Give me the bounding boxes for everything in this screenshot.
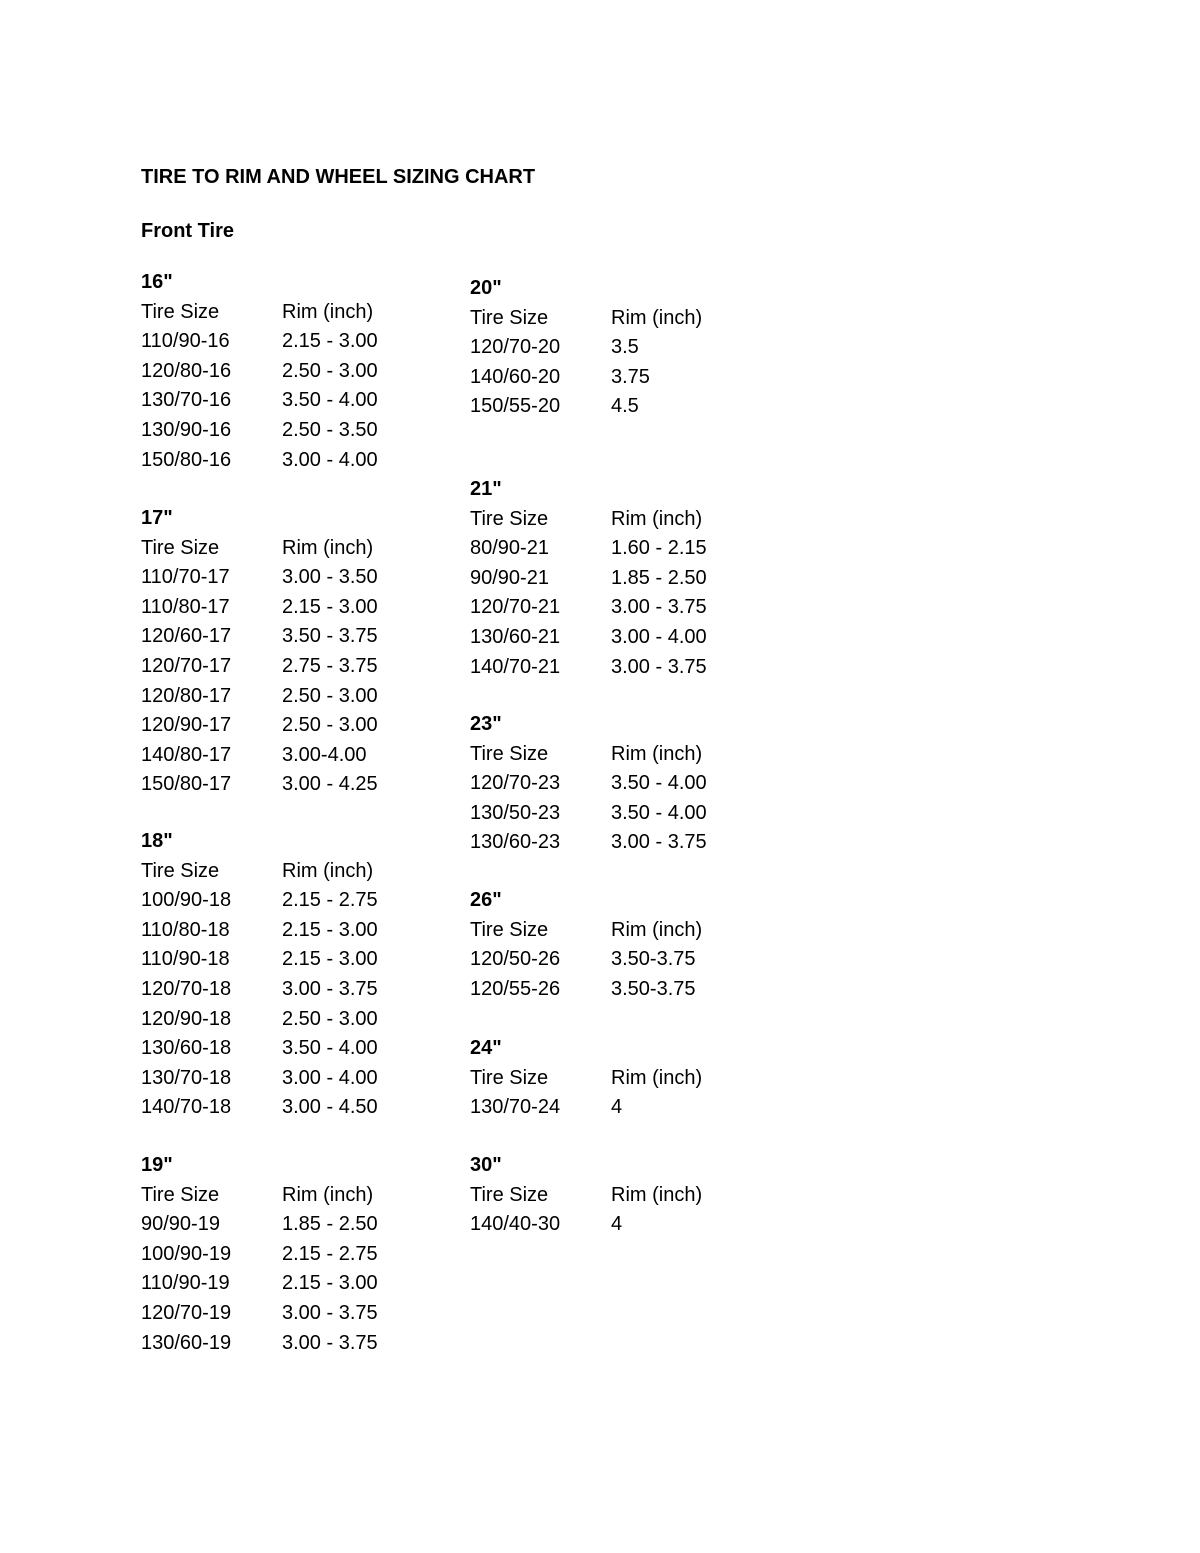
table-row (141, 327, 441, 357)
rim-header: Rim (inch) (611, 918, 703, 941)
table-row (141, 1210, 441, 1240)
tire-size-cell: 130/60-23 (470, 831, 561, 854)
rim-width-cell: 2.75 - 3.75 (282, 654, 378, 677)
column-header-row (470, 916, 770, 946)
column-header-row (470, 304, 770, 334)
rim-width-cell: 3.5 (611, 336, 639, 359)
column-header-row (470, 505, 770, 535)
tire-size-header: Tire Size (470, 918, 549, 941)
tire-size-cell: 130/90-16 (141, 418, 232, 441)
tire-size-cell: 110/90-18 (141, 948, 230, 971)
table-row (141, 770, 441, 800)
rim-width-cell: 2.15 - 3.00 (282, 918, 378, 941)
column-header-row (470, 1181, 770, 1211)
tire-size-cell: 120/80-16 (141, 359, 232, 382)
tire-size-cell: 120/70-19 (141, 1301, 232, 1324)
tire-size-cell: 100/90-19 (141, 1242, 232, 1265)
rim-width-cell: 1.60 - 2.15 (611, 537, 707, 560)
tire-size-cell: 110/70-17 (141, 566, 230, 589)
group-heading: 16" (141, 271, 173, 293)
rim-header: Rim (inch) (611, 742, 703, 765)
table-row (470, 534, 770, 564)
table-row (141, 1269, 441, 1299)
table-row (141, 886, 441, 916)
table-row (141, 916, 441, 946)
rim-header: Rim (inch) (282, 859, 374, 882)
tire-size-cell: 120/70-17 (141, 654, 232, 677)
group-heading: 30" (470, 1154, 502, 1176)
group-heading: 24" (470, 1037, 502, 1059)
size-group-26 (470, 886, 770, 1004)
table-row (470, 799, 770, 829)
table-row (141, 1299, 441, 1329)
size-group-16 (141, 268, 441, 475)
rim-width-cell: 1.85 - 2.50 (611, 566, 707, 589)
table-row (141, 1064, 441, 1094)
rim-width-cell: 3.00 - 3.75 (282, 1331, 378, 1354)
rim-width-cell: 3.00 - 4.00 (611, 625, 707, 648)
size-group-24 (470, 1034, 770, 1123)
tire-size-cell: 120/80-17 (141, 684, 232, 707)
rim-header: Rim (inch) (282, 1183, 374, 1206)
column-header-row (470, 740, 770, 770)
table-row (470, 392, 770, 422)
tire-size-cell: 120/70-21 (470, 596, 561, 619)
table-row (470, 564, 770, 594)
tire-size-cell: 120/90-17 (141, 714, 232, 737)
tire-size-cell: 130/60-19 (141, 1331, 232, 1354)
rim-width-cell: 3.50-3.75 (611, 948, 696, 971)
table-row (470, 945, 770, 975)
tire-size-cell: 150/80-16 (141, 448, 232, 471)
tire-size-header: Tire Size (470, 742, 549, 765)
rim-width-cell: 2.50 - 3.00 (282, 359, 378, 382)
table-row (470, 975, 770, 1005)
rim-width-cell: 3.00 - 3.75 (282, 1301, 378, 1324)
tire-size-cell: 130/70-24 (470, 1096, 561, 1119)
table-row (141, 357, 441, 387)
size-group-23 (470, 710, 770, 858)
tire-size-cell: 120/90-18 (141, 1007, 232, 1030)
table-row (470, 593, 770, 623)
rim-width-cell: 3.50 - 4.00 (611, 772, 707, 795)
tire-size-header: Tire Size (470, 1183, 549, 1206)
rim-header: Rim (inch) (611, 306, 703, 329)
rim-width-cell: 2.15 - 3.00 (282, 1272, 378, 1295)
tire-size-cell: 120/70-20 (470, 336, 561, 359)
rim-header: Rim (inch) (282, 536, 374, 559)
tire-size-cell: 130/50-23 (470, 801, 561, 824)
tire-size-cell: 140/70-21 (470, 655, 561, 678)
tire-size-cell: 120/70-18 (141, 977, 232, 1000)
tire-size-header: Tire Size (141, 300, 220, 323)
column-header-row (141, 534, 441, 564)
rim-width-cell: 3.00 - 3.50 (282, 566, 378, 589)
table-row (141, 652, 441, 682)
group-heading: 18" (141, 830, 173, 852)
table-row (141, 975, 441, 1005)
table-row (141, 1093, 441, 1123)
tire-size-cell: 140/70-18 (141, 1096, 232, 1119)
column-header-row (470, 1064, 770, 1094)
table-row (141, 1240, 441, 1270)
rim-width-cell: 2.50 - 3.00 (282, 684, 378, 707)
rim-width-cell: 3.00 - 4.00 (282, 1066, 378, 1089)
size-group-18 (141, 827, 441, 1123)
table-row (470, 623, 770, 653)
table-row (141, 622, 441, 652)
tire-size-header: Tire Size (470, 1066, 549, 1089)
table-row (141, 446, 441, 476)
rim-width-cell: 3.00 - 3.75 (611, 596, 707, 619)
tire-size-cell: 120/55-26 (470, 977, 561, 1000)
rim-width-cell: 3.00-4.00 (282, 743, 367, 766)
group-heading: 19" (141, 1154, 173, 1176)
tire-size-cell: 140/40-30 (470, 1213, 561, 1236)
tire-size-header: Tire Size (470, 507, 549, 530)
rim-width-cell: 2.50 - 3.50 (282, 418, 378, 441)
table-row (141, 563, 441, 593)
tire-size-header: Tire Size (470, 306, 549, 329)
table-row (141, 593, 441, 623)
rim-width-cell: 2.15 - 2.75 (282, 1242, 378, 1265)
table-row (141, 945, 441, 975)
rim-width-cell: 3.50 - 3.75 (282, 625, 378, 648)
table-row (470, 333, 770, 363)
size-group-21 (470, 475, 770, 682)
table-row (141, 682, 441, 712)
tire-size-cell: 140/80-17 (141, 743, 232, 766)
rim-width-cell: 3.75 (611, 365, 650, 388)
tire-size-cell: 110/90-16 (141, 330, 230, 353)
group-heading: 17" (141, 507, 173, 529)
table-row (141, 386, 441, 416)
tire-size-cell: 140/60-20 (470, 365, 561, 388)
tire-size-cell: 80/90-21 (470, 537, 549, 560)
tire-size-cell: 120/70-23 (470, 772, 561, 795)
rim-header: Rim (inch) (611, 1066, 703, 1089)
group-heading: 21" (470, 478, 502, 500)
rim-width-cell: 3.50 - 4.00 (282, 1037, 378, 1060)
tire-size-header: Tire Size (141, 859, 220, 882)
tire-size-cell: 120/50-26 (470, 948, 561, 971)
group-heading: 20" (470, 277, 502, 299)
rim-width-cell: 1.85 - 2.50 (282, 1213, 378, 1236)
rim-width-cell: 3.50-3.75 (611, 977, 696, 1000)
tire-size-cell: 110/90-19 (141, 1272, 230, 1295)
table-row (470, 1210, 770, 1240)
table-row (470, 769, 770, 799)
column-header-row (141, 1181, 441, 1211)
size-group-17 (141, 504, 441, 800)
table-row (470, 1093, 770, 1123)
table-row (141, 1005, 441, 1035)
tire-size-cell: 110/80-17 (141, 595, 230, 618)
section-title: Front Tire (141, 220, 234, 242)
size-group-19 (141, 1151, 441, 1358)
tire-size-cell: 130/70-16 (141, 389, 232, 412)
rim-width-cell: 3.50 - 4.00 (282, 389, 378, 412)
rim-width-cell: 2.15 - 3.00 (282, 948, 378, 971)
table-row (141, 711, 441, 741)
column-header-row (141, 857, 441, 887)
tire-size-cell: 120/60-17 (141, 625, 232, 648)
tire-size-cell: 150/55-20 (470, 395, 561, 418)
group-heading: 23" (470, 713, 502, 735)
rim-header: Rim (inch) (611, 1183, 703, 1206)
tire-size-cell: 130/70-18 (141, 1066, 232, 1089)
rim-header: Rim (inch) (611, 507, 703, 530)
table-row (470, 653, 770, 683)
size-group-20 (470, 274, 770, 422)
rim-width-cell: 4 (611, 1213, 623, 1236)
rim-width-cell: 3.00 - 4.00 (282, 448, 378, 471)
rim-header: Rim (inch) (282, 300, 374, 323)
table-row (141, 1329, 441, 1359)
rim-width-cell: 2.50 - 3.00 (282, 714, 378, 737)
tire-size-cell: 110/80-18 (141, 918, 230, 941)
tire-size-cell: 130/60-18 (141, 1037, 232, 1060)
tire-size-header: Tire Size (141, 1183, 220, 1206)
table-row (141, 1034, 441, 1064)
tire-size-cell: 90/90-21 (470, 566, 549, 589)
rim-width-cell: 3.50 - 4.00 (611, 801, 707, 824)
tire-size-cell: 100/90-18 (141, 889, 232, 912)
table-row (141, 416, 441, 446)
size-group-30 (470, 1151, 770, 1240)
group-heading: 26" (470, 889, 502, 911)
table-row (470, 828, 770, 858)
rim-width-cell: 2.50 - 3.00 (282, 1007, 378, 1030)
rim-width-cell: 3.00 - 4.50 (282, 1096, 378, 1119)
tire-size-cell: 90/90-19 (141, 1213, 220, 1236)
rim-width-cell: 2.15 - 3.00 (282, 330, 378, 353)
table-row (470, 363, 770, 393)
rim-width-cell: 3.00 - 3.75 (611, 655, 707, 678)
rim-width-cell: 4 (611, 1096, 623, 1119)
rim-width-cell: 3.00 - 3.75 (611, 831, 707, 854)
tire-size-header: Tire Size (141, 536, 220, 559)
rim-width-cell: 4.5 (611, 395, 639, 418)
tire-size-cell: 130/60-21 (470, 625, 561, 648)
document-title: TIRE TO RIM AND WHEEL SIZING CHART (141, 166, 536, 188)
column-header-row (141, 298, 441, 328)
rim-width-cell: 3.00 - 4.25 (282, 773, 378, 796)
rim-width-cell: 3.00 - 3.75 (282, 977, 378, 1000)
tire-size-cell: 150/80-17 (141, 773, 232, 796)
rim-width-cell: 2.15 - 2.75 (282, 889, 378, 912)
table-row (141, 741, 441, 771)
rim-width-cell: 2.15 - 3.00 (282, 595, 378, 618)
